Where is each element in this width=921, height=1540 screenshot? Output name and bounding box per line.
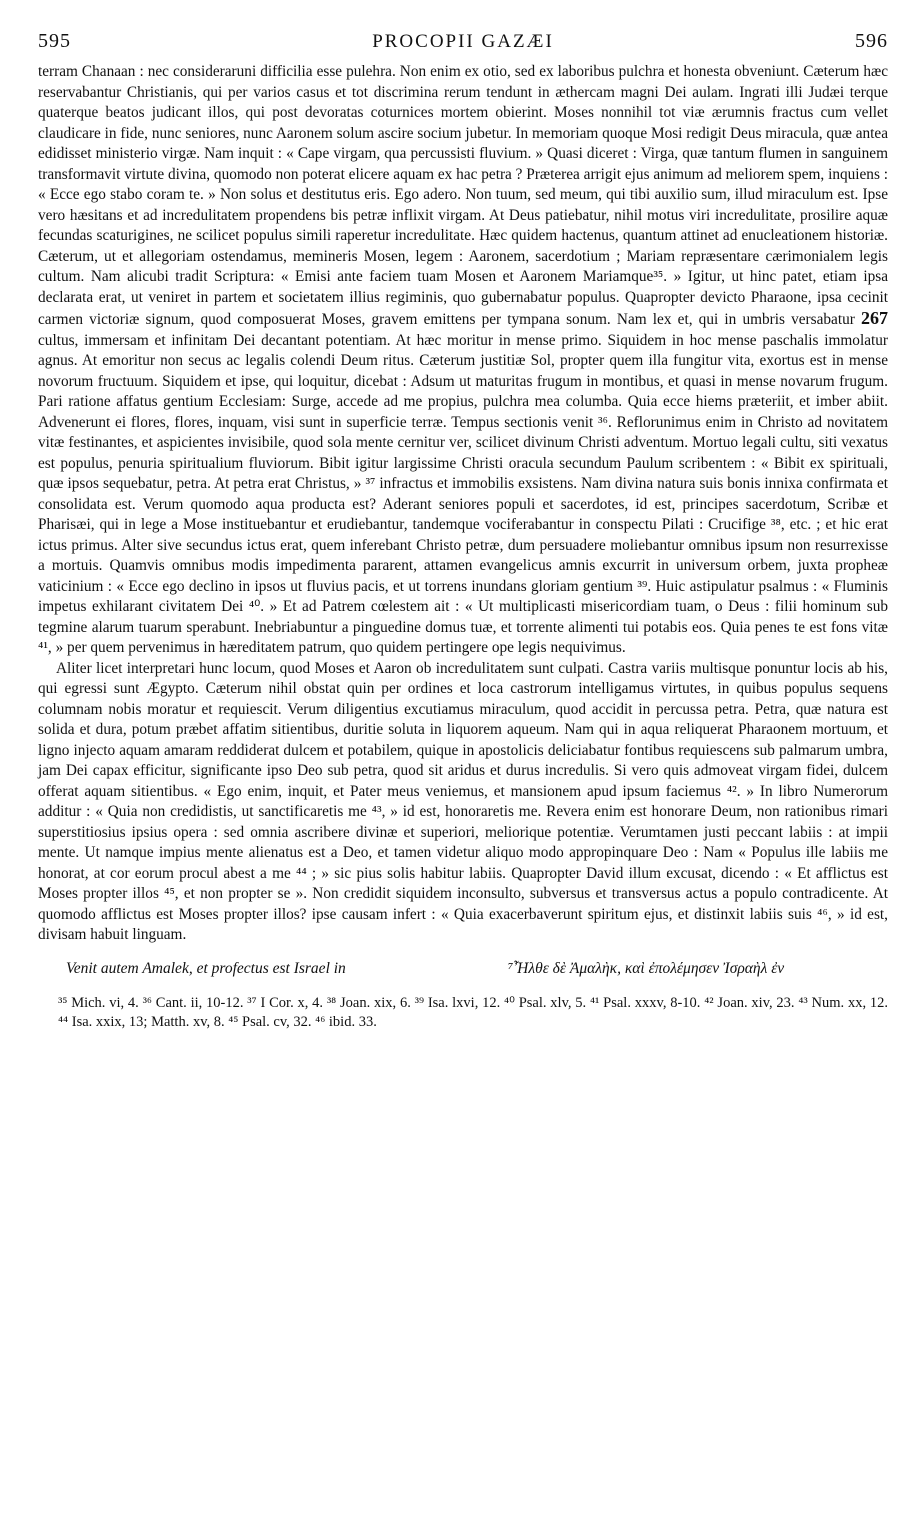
- paragraph-1: [38, 62, 888, 659]
- running-title: PROCOPII GAZÆI: [372, 31, 554, 52]
- paragraph-1-part-a: terram Chanaan : nec consideraruni difficilia esse pulehra. Non enim ex otio, sed ex laboribus pulchra et honesta obveniunt. Cæterum hæc reservabantur Christianis, qui per varios casus et tot discrimina rerum tendunt in æthercam magni Dei aulam. Ingrati illi Judæi terque quaterque beatos judicant illos, qui post devoratas coturnices mortem obierint. Moses nonnihil tot viæ ærumnis fractus cum vellet claudicare in fide, nunc seniores, nunc Aaronem solum ascire socium jubetur. In memoriam quoque Mosi redigit Deus miracula, quæ antea edidisset ministerio virgæ. Nam inquit : « Cape virgam, qua percussisti fluvium. » Quasi diceret : Virga, quæ tantum flumen in sanguinem transformavit virtute divina, quomodo non poterat elicere aquam ex hac petra ? Præterea arrigit ejus animum ad meliorem spem, inquiens : « Ecce ego stabo coram te. » Non solus et destitutus eris. Ego adero. Non tuum, sed meum, qui tibi auxilio sum, illud miraculum est. Ipse vero hæsitans et ad incredulitatem propendens bis petræ inflixit virgam. At Deus patiebatur, nihil motus viri incredulitate, prosilire aquæ fecundas scaturigines, ne scilicet populus simili raperetur incredulitate. Hæc quidem hactenus, quantum attinet ad enucleationem historiæ. Cæterum, ut et allegoriam ostendamus, memineris Mosen, legem : Aaronem, sacerdotium ; Mariam repræsentare cærimonialem legis cultum. Nam alicubi tradit Scriptura: « Emisi ante faciem tuam Mosen et Aaronem Mariamque³⁵. » Igitur, ut hinc patet, etiam ipsa declarata erat, ut veniret in partem et societatem illius regiminis, quo gubernabatur populus. Quapropter devicto Pharaone, ipsa cecinit carmen victoriæ signum, quod composuerat Moses, gravem emittens per tympana sonum. Nam lex et, qui in umbris versabatur: [38, 63, 889, 328]
- page-number-left: 595: [38, 30, 71, 52]
- parallel-text-line: [38, 960, 888, 978]
- paragraph-2: Aliter licet interpretari hunc locum, quod Moses et Aaron ob incredulitatem sunt culpati. Castra variis multisque ponuntur locis ab his, qui egressi sunt Ægypto. Cæterum nihil obstat quin per ordines et loca castrorum intelligamus virtutes, in quibus populus sequens columnam nobis moratur et requiescit. Verum diligentius excutiamus miraculum, quod accidit in percussa petra. Petra, quæ natura est solida et dura, potum præbet affatim sitientibus, duritie soluta in liquorem aqueum. Nam qui in aqua reliquerat Pharaonem mortuum, et ligno injecto aquam amaram reddiderat dulcem et potabilem, quique in apostolicis deliciabatur fontibus requiescens sub palmarum umbra, jam Dei capax efficitur, significante ipso Deo sub petra, quod sit aridus et durus incredulis. Si vero quis admoveat virgam fidei, dulcem offerat aquam sitientibus. « Ego enim, inquit, et Pater meus veniemus, et mansionem apud ipsum faciemus ⁴². » In libro Numerorum additur : « Quia non credidistis, ut sanctificaretis me ⁴³, » id est, honoraretis me. Revera enim est honorare Deum, non rationibus rimari superstitiosius ipsius opera : sed omnia ascribere divinæ et superiori, melioriquе potentiæ. Verumtamen justi peccant labiis : at impii mente. Ut namque impius mente alienatus est a Deo, et tamen videtur aliquo modo appropinquare Deo : Nam « Populus ille labiis me honorat, at cor eorum procul abest a me ⁴⁴ ; » sic pius solis habitur labiis. Quapropter David illum excusat, dicendo : « Et afflictus est Moses propter illos ⁴⁵, et non propter se ». Non credidit siquidem inconsulto, subversus et transversus actus a populo contradicente. At quomodo afflictus est Moses propter illos? ipse causam infert : « Quia exacerbaverunt spiritum ejus, et distinxit labiis suis ⁴⁶, » id est, divisam habuit linguam.: [38, 659, 888, 943]
- footnotes: ³⁵ Mich. vi, 4. ³⁶ Cant. ii, 10-12. ³⁷ I Cor. x, 4. ³⁸ Joan. xix, 6. ³⁹ Isa. lxvi, 12. ⁴⁰ Psal. xlv, 5. ⁴¹ Psal. xxxv, 8-10. ⁴² Joan. xiv, 23. ⁴³ Num. xx, 12. ⁴⁴ Isa. xxix, 13; Matth. xv, 8. ⁴⁵ Psal. cv, 32. ⁴⁶ ibid. 33.: [58, 994, 888, 1030]
- column-marker: 267: [861, 308, 888, 328]
- latin-text-line: Venit autem Amalek, et profectus est Israel in: [66, 959, 346, 977]
- paragraph-1-part-b: cultus, immersam et infinitam Dei decantant potentiam. At hæc moritur in mense primo. Siquidem in hoc mense paschalis immolatur agnus. At emoritur non secus ac legalis colendi Deum ritus. Cæterum justitiæ Sol, propter quem illa fungitur vita, exortus est in mense novorum fructuum. Siquidem et ipse, qui loquitur, dicebat : Adsum ut maturitas frugum in montibus, et quasi in mense novarum frugum. Pari ratione affatus gentium Ecclesiam: Surge, accede ad me propius, pulchra mea columba. Quia ecce hiems præteriit, et imber abiit. Advenerunt ei flores, flores, inquam, visi sunt in superficie terræ. Tempus sectionis venit ³⁶. Reflorunimus enim in Christo ad novitatem vitæ festinantes, et aspicientes invisibile, quod sola mente cernitur ver, scilicet divinum Christi adventum. Mortuo legali cultu, siti vexatus est populus, penuria spiritualium fluviorum. Bibit igitur largissime Christi oracula secundum Paulum scribentem : « Bibit ex spirituali, quæ ipsos sequebatur, petra. At petra erat Christus, » ³⁷ infractus et immobilis exsistens. Nam divina natura suis bonis innixa confirmata et consolidata est. Verum quomodo aqua producta est? Aderant seniores populi et sacerdotes, id est, principes sacerdotum, Scribæ et Pharisæi, qui in lege a Mose instituebantur et erudiebantur, tandemque vociferabantur in conspectu Pilati : Crucifige ³⁸, etc. ; et hic erat ictus primus. Alter sive secundus ictus erat, quem inferebant Christo petræ, dum persuadere moliebantur omnibus ipsum non resurrexisse a mortuis. Quamvis omnibus modis impedimenta pararent, attamen evangelicus amnis excurrit in universum orbem, juxta propheæ vaticinium : « Ecce ego declino in ipsos ut fluvius pacis, et ut torrens inundans gloriam gentium ³⁹. Huic astipulatur psalmus : « Fluminis impetus exhilarant civitatem Dei ⁴⁰. » Et ad Patrem cœlestem ait : « Ut multiplicasti misericordiam tuam, o Deus : filii hominum sub tegmine alarum tuarum sperabunt. Inebriabuntur a pinguedine domus tuæ, et torrente alimenti tui potabis eos. Quia penes te est fons vitæ ⁴¹, » per quem pervenimus in hæreditatem patrum, quo quidem pertingere ope legis nequivimus.: [38, 331, 888, 656]
- main-text: [38, 62, 888, 946]
- page-number-right: 596: [854, 30, 888, 52]
- document-page: [38, 30, 888, 1032]
- running-header: [38, 30, 888, 56]
- greek-text-line: ⁷Ἦλθε δὲ Ἀμαλὴκ, καὶ ἐπολέμησεν Ἰσραὴλ ἐν: [508, 959, 785, 977]
